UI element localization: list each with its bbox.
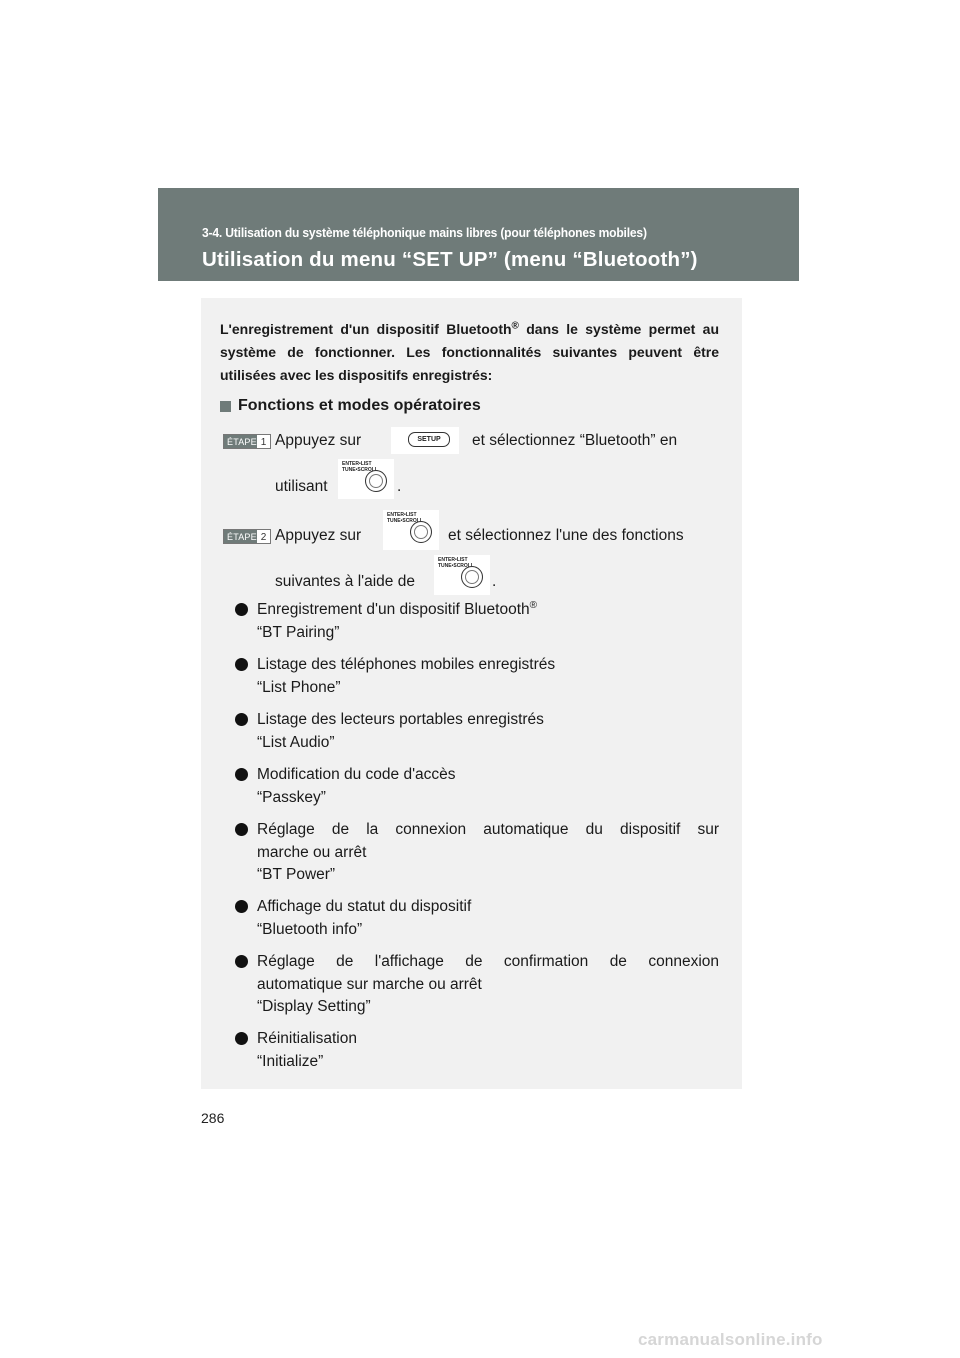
registered-mark: ® — [511, 320, 519, 332]
page-title: Utilisation du menu “SET UP” (menu “Bluetooth”) — [202, 248, 698, 271]
tune-scroll-knob-icon: ENTER•LIST TUNE•SCROLL — [383, 510, 439, 550]
setup-button-icon: SETUP — [391, 427, 459, 454]
bullet-icon — [235, 658, 248, 671]
bullet-icon — [235, 768, 248, 781]
intro-paragraph: L'enregistrement d'un dispositif Bluetooth® dans le système permet au système de fonctionner. Les fonctionnalités suivantes peuvent être utilisées avec les dispositifs enregistrés: — [220, 320, 719, 383]
step-1-text-c: utilisant — [275, 478, 328, 495]
square-bullet-icon — [220, 401, 231, 412]
tune-scroll-knob-icon: ENTER•LIST TUNE•SCROLL — [338, 459, 394, 499]
header-band — [158, 188, 799, 281]
step-1-text-b: et sélectionnez “Bluetooth” en — [472, 432, 678, 449]
list-item: Modification du code d'accès “Passkey” — [235, 764, 719, 809]
list-item: Enregistrement d'un dispositif Bluetooth® “BT Pairing” — [235, 599, 719, 644]
list-item: Réglage de l'affichage de confirmation de connexion automatique sur marche ou arrêt “Display Setting” — [235, 951, 719, 1019]
step-1-text-a: Appuyez sur — [275, 432, 362, 449]
list-item: Affichage du statut du dispositif “Bluetooth info” — [235, 896, 719, 941]
section-label: 3-4. Utilisation du système téléphonique mains libres (pour téléphones mobiles) — [202, 225, 647, 240]
list-item: Listage des téléphones mobiles enregistrés “List Phone” — [235, 654, 719, 699]
step-2-text-c: suivantes à l'aide de — [275, 573, 415, 590]
bullet-icon — [235, 823, 248, 836]
bullet-icon — [235, 900, 248, 913]
tune-scroll-knob-icon: ENTER•LIST TUNE•SCROLL — [434, 555, 490, 595]
step-2-text-b: et sélectionnez l'une des fonctions — [448, 527, 684, 544]
step-2-text-d: . — [492, 573, 497, 590]
step-badge-1: ÉTAPE 1 — [223, 434, 271, 449]
step-1-text-d: . — [397, 478, 402, 495]
page-number: 286 — [201, 1110, 225, 1126]
list-item: Réglage de la connexion automatique du dispositif sur marche ou arrêt “BT Power” — [235, 819, 719, 887]
watermark: carmanualsonline.info — [638, 1330, 823, 1349]
step-badge-2: ÉTAPE 2 — [223, 529, 271, 544]
bullet-icon — [235, 713, 248, 726]
step-2-text-a: Appuyez sur — [275, 527, 362, 544]
list-item: Listage des lecteurs portables enregistrés “List Audio” — [235, 709, 719, 754]
subsection-title: Fonctions et modes opératoires — [220, 397, 481, 415]
list-item: Réinitialisation “Initialize” — [235, 1028, 719, 1073]
bullet-icon — [235, 955, 248, 968]
bullet-icon — [235, 603, 248, 616]
content-box — [201, 298, 742, 1089]
bullet-icon — [235, 1032, 248, 1045]
